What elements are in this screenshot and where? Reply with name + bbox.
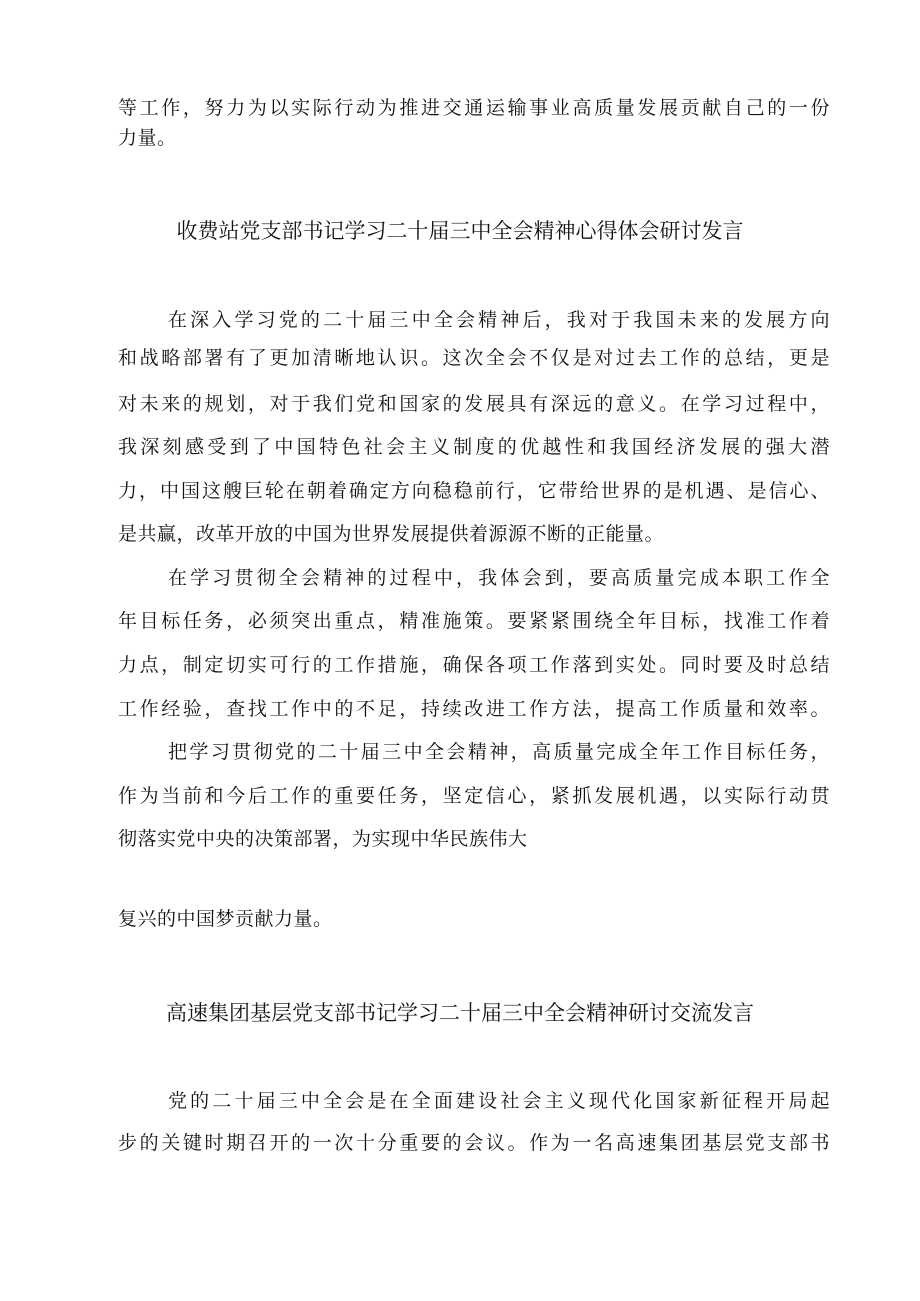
s1-p1-line-4: 我深刻感受到了中国特色社会主义制度的优越性和我国经济发展的强大潜 (118, 436, 830, 458)
s1-p1-line-5: 力，中国这艘巨轮在朝着确定方向稳稳前行，它带给世界的是机遇、是信心、 (118, 480, 830, 502)
s1-p3-line-1: 把学习贯彻党的二十届三中全会精神，高质量完成全年工作目标任务， (168, 741, 830, 763)
s1-p2-line-4: 工作经验，查找工作中的不足，持续改进工作方法，提高工作质量和效率。 (118, 698, 830, 720)
s1-p3-line-4: 复兴的中国梦贡献力量。 (118, 908, 333, 930)
s1-p3-line-2: 作为当前和今后工作的重要任务，坚定信心，紧抓发展机遇，以实际行动贯 (118, 785, 830, 807)
s1-p1-line-3: 对未来的规划，对于我们党和国家的发展具有深远的意义。在学习过程中， (118, 393, 830, 415)
s1-p1-line-2: 和战略部署有了更加清晰地认识。这次全会不仅是对过去工作的总结，更是 (118, 347, 830, 369)
s1-p2-line-2: 年目标任务，必须突出重点，精准施策。要紧紧围绕全年目标，找准工作着 (118, 610, 830, 632)
s1-p3-line-3: 彻落实党中央的决策部署，为实现中华民族伟大 (118, 828, 528, 850)
intro-line-1: 等工作，努力为以实际行动为推进交通运输事业高质量发展贡献自己的一份 (118, 97, 830, 119)
s2-p1-line-1: 党的二十届三中全会是在全面建设社会主义现代化国家新征程开局起 (168, 1090, 830, 1112)
s1-p1-line-6: 是共赢，改革开放的中国为世界发展提供着源源不断的正能量。 (118, 523, 665, 545)
section2-title: 高速集团基层党支部书记学习二十届三中全会精神研讨交流发言 (166, 1001, 754, 1025)
s1-p2-line-1: 在学习贯彻全会精神的过程中，我体会到，要高质量完成本职工作全 (168, 567, 830, 589)
s1-p1-line-1: 在深入学习党的二十届三中全会精神后，我对于我国未来的发展方向 (168, 309, 830, 331)
s1-p2-line-3: 力点，制定切实可行的工作措施，确保各项工作落到实处。同时要及时总结 (118, 654, 830, 676)
s2-p1-line-2: 步的关键时期召开的一次十分重要的会议。作为一名高速集团基层党支部书 (118, 1132, 830, 1154)
section1-title: 收费站党支部书记学习二十届三中全会精神心得体会研讨发言 (176, 219, 744, 243)
intro-line-2: 力量。 (118, 127, 177, 149)
